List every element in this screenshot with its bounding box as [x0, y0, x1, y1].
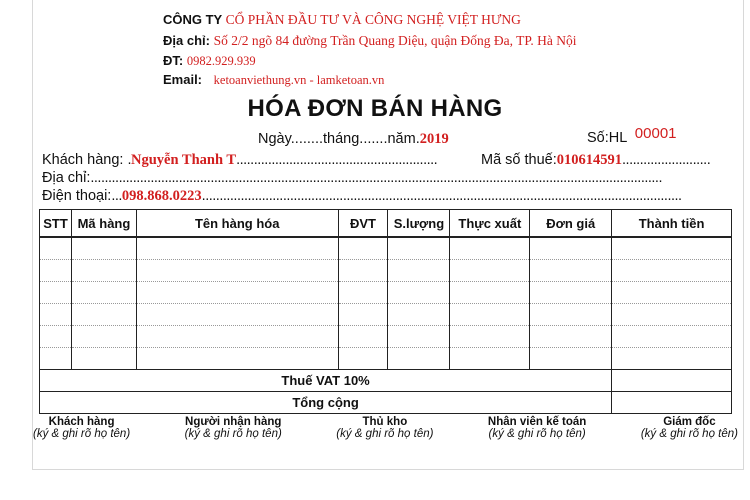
col-stt: STT: [40, 210, 72, 238]
table-row: [40, 304, 732, 326]
signature-role: Giám đốc: [663, 416, 716, 428]
vat-label: Thuế VAT 10%: [40, 370, 612, 392]
email-value: ketoanviethung.vn - lamketoan.vn: [213, 73, 385, 87]
signature-role: Người nhận hàng: [185, 416, 282, 428]
col-thuc-xuat: Thực xuất: [450, 210, 530, 238]
col-ma-hang: Mã hàng: [71, 210, 136, 238]
signature-note: (ký & ghi rõ họ tên): [33, 428, 131, 440]
vat-row: [40, 370, 732, 392]
signature-director: [641, 416, 738, 440]
col-don-gia: Đơn giá: [530, 210, 612, 238]
table-header-row: [40, 210, 732, 238]
tax-value: 010614591: [556, 152, 623, 168]
col-dvt: ĐVT: [338, 210, 388, 238]
signature-note: (ký & ghi rõ họ tên): [184, 428, 282, 440]
table-row: [40, 282, 732, 304]
phone-label: ĐT:: [163, 53, 184, 68]
signature-role: Thủ kho: [362, 416, 408, 428]
signature-note: (ký & ghi rõ họ tên): [336, 428, 434, 440]
signature-role: Nhân viên kế toán: [487, 416, 587, 428]
address-line: Địa chỉ:..................................................................................................................................................................: [42, 170, 662, 186]
number-label: Số:HL: [587, 130, 627, 146]
customer-label: Khách hàng:: [42, 152, 124, 168]
signature-role: Khách hàng: [48, 416, 115, 428]
company-prefix: CÔNG TY: [163, 12, 222, 27]
company-phone: [163, 53, 256, 69]
signature-customer: [33, 416, 130, 440]
signature-storekeeper: [336, 416, 433, 440]
table-row: [40, 260, 732, 282]
customer-name: Nguyễn Thanh T: [131, 152, 237, 168]
table-row: [40, 237, 732, 260]
col-ten-hang: Tên hàng hóa: [136, 210, 338, 238]
company-address: [163, 33, 577, 49]
company-name: [163, 12, 521, 28]
phone-line: Điện thoại:...098.868.0223........................................................................................................................................: [42, 188, 682, 204]
cust-address-label: Địa chỉ:: [42, 170, 91, 186]
signature-accountant: [488, 416, 586, 440]
signature-note: (ký & ghi rõ họ tên): [488, 428, 586, 440]
vat-value: [612, 370, 732, 392]
tax-label: Mã số thuế:: [481, 152, 557, 168]
signature-section: [33, 416, 738, 440]
date-text: Ngày........tháng.......năm.: [258, 131, 420, 147]
total-label: Tổng cộng: [40, 392, 612, 414]
year-value: 2019: [419, 131, 449, 147]
company-email: [163, 72, 384, 88]
total-value: [612, 392, 732, 414]
date-line: [258, 131, 449, 148]
customer-line: Khách hàng: .Nguyễn Thanh T.........................................................: [42, 152, 438, 168]
address-label: Địa chỉ:: [163, 33, 210, 48]
table-row: [40, 348, 732, 370]
address-value: Số 2/2 ngõ 84 đường Trần Quang Diệu, quận Đống Đa, TP. Hà Nội: [213, 33, 577, 48]
cust-phone-label: Điện thoại:: [42, 188, 112, 204]
tax-line: Mã số thuế:010614591.........................: [481, 152, 711, 168]
col-so-luong: S.lượng: [388, 210, 450, 238]
email-label: Email:: [163, 72, 203, 87]
cust-phone-value: 098.868.0223: [121, 188, 202, 204]
signature-note: (ký & ghi rõ họ tên): [640, 428, 738, 440]
items-table: [39, 209, 732, 414]
invoice-number: [587, 125, 677, 146]
phone-value: 0982.929.939: [186, 54, 256, 68]
total-row: [40, 392, 732, 414]
signature-receiver: [185, 416, 282, 440]
table-row: [40, 326, 732, 348]
invoice-title: HÓA ĐƠN BÁN HÀNG: [247, 95, 503, 122]
col-thanh-tien: Thành tiền: [612, 210, 732, 238]
company-name-text: CỔ PHẦN ĐẦU TƯ VÀ CÔNG NGHỆ VIỆT HƯNG: [225, 12, 521, 27]
number-value: 00001: [634, 125, 677, 142]
